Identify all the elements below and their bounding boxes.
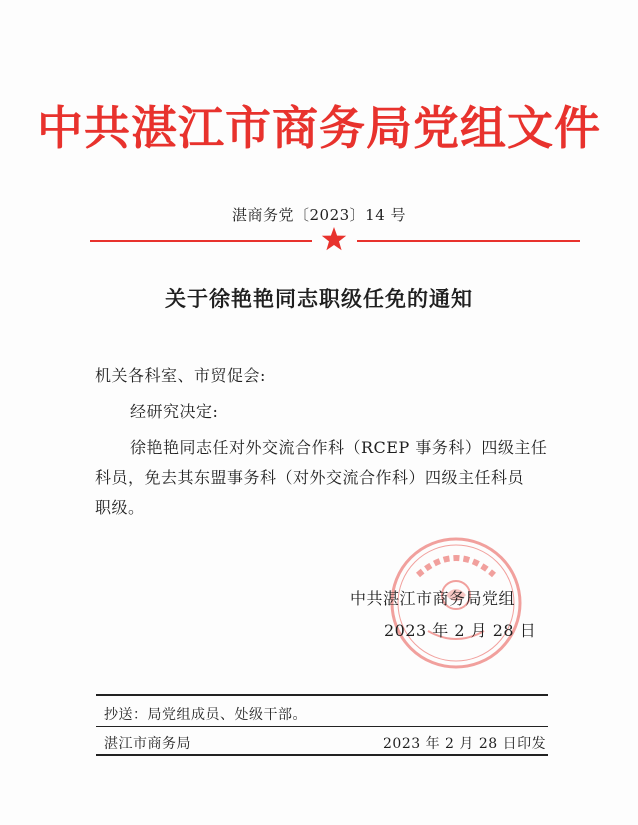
decision-intro: 经研究决定: — [130, 402, 219, 421]
signing-date: 2023 年 2 月 28 日 — [384, 621, 537, 640]
addressee: 机关各科室、市贸促会: — [95, 366, 266, 385]
document-header-title: 中共湛江市商务局党组文件 — [37, 101, 601, 155]
content-line: 科员，免去其东盟事务科（对外交流合作科）四级主任科员 — [95, 468, 525, 487]
footer-divider-top — [96, 694, 548, 696]
footer-divider-bottom — [96, 754, 548, 756]
signing-organization: 中共湛江市商务局党组 — [350, 589, 516, 608]
notice-title: 关于徐艳艳同志职级任免的通知 — [165, 286, 473, 311]
cc-recipients: 抄送：局党组成员、处级干部。 — [104, 707, 307, 723]
issue-date: 2023 年 2 月 28 日印发 — [383, 736, 547, 752]
issuing-office: 湛江市商务局 — [104, 736, 191, 752]
content-line: 徐艳艳同志任对外交流合作科（RCEP 事务科）四级主任 — [130, 438, 548, 457]
document-number: 湛商务党〔2023〕14 号 — [231, 206, 407, 224]
red-divider-right — [357, 240, 580, 242]
red-divider-left — [90, 240, 312, 242]
red-star-icon — [321, 226, 347, 252]
content-line: 职级。 — [95, 498, 145, 517]
footer-divider-middle — [96, 726, 548, 727]
